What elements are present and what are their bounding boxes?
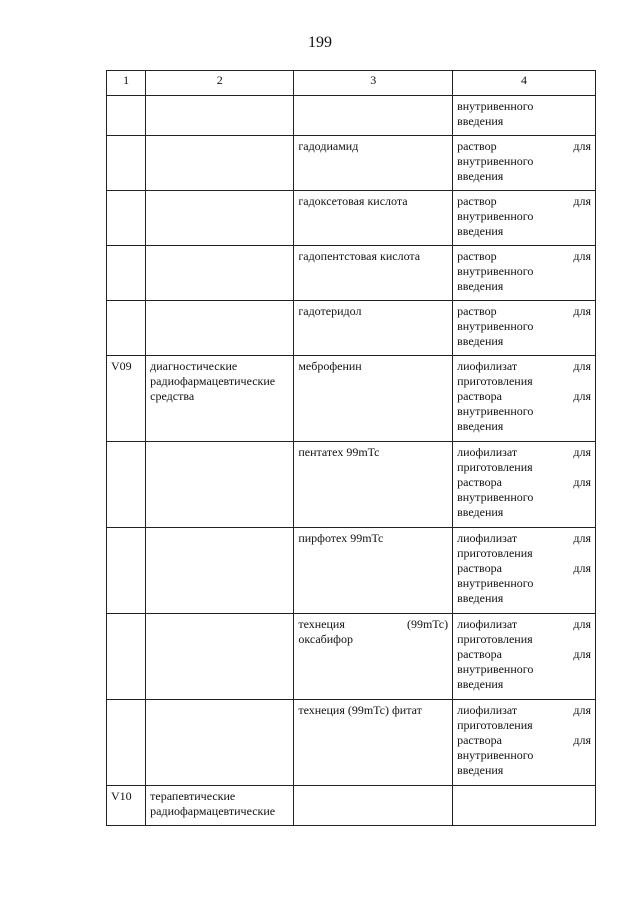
form-line: раствор для	[457, 139, 591, 153]
name-cell	[294, 356, 453, 442]
form-line: приготовления	[457, 546, 533, 560]
name-cell	[294, 700, 453, 786]
code-cell	[107, 246, 146, 301]
code-cell: V10	[107, 786, 146, 826]
name-cell	[294, 301, 453, 356]
code-cell	[107, 700, 146, 786]
name-line: гадодиамид	[298, 139, 359, 153]
form-line: внутривенного	[457, 748, 534, 762]
form-line: раствор для	[457, 194, 591, 208]
form-line: раствор для	[457, 304, 591, 318]
name-line: меброфенин	[298, 359, 362, 373]
header-cell-3: 3	[294, 71, 453, 96]
form-line: внутривенного	[457, 404, 534, 418]
drug-table	[106, 70, 596, 826]
table-row	[107, 301, 596, 356]
form-line: лиофилизат для	[457, 703, 591, 717]
form-line: введения	[457, 279, 504, 293]
table-header-row	[107, 71, 596, 96]
header-cell-4: 4	[453, 71, 596, 96]
group-line: диагностические	[150, 359, 238, 373]
name-line: оксабифор	[298, 632, 353, 646]
form-line: внутривенного	[457, 576, 534, 590]
form-cell	[453, 246, 596, 301]
form-line: внутривенного	[457, 490, 534, 504]
form-line: раствора для	[457, 733, 591, 747]
table-body	[107, 96, 596, 826]
form-line: внутривенного	[457, 662, 534, 676]
name-line: технеция (99mTc)	[298, 617, 449, 631]
table-row	[107, 442, 596, 528]
name-line: пирфотех 99mTc	[298, 531, 384, 545]
form-cell	[453, 528, 596, 614]
form-line: введения	[457, 419, 504, 433]
table-row	[107, 528, 596, 614]
code-cell	[107, 301, 146, 356]
form-cell	[453, 700, 596, 786]
group-cell	[146, 786, 294, 826]
form-line: раствора для	[457, 389, 591, 403]
code-cell	[107, 96, 146, 136]
form-line: введения	[457, 505, 504, 519]
page-number: 199	[308, 34, 332, 51]
form-cell	[453, 356, 596, 442]
group-cell	[146, 246, 294, 301]
group-cell	[146, 356, 294, 442]
header-cell-1: 1	[107, 71, 146, 96]
name-cell	[294, 528, 453, 614]
form-line: внутривенного	[457, 319, 534, 333]
name-line: гадоксетовая кислота	[298, 194, 408, 208]
name-cell	[294, 136, 453, 191]
form-line: введения	[457, 763, 504, 777]
group-cell	[146, 442, 294, 528]
group-line: радиофармацевтические	[150, 374, 276, 388]
form-line: внутривенного	[457, 264, 534, 278]
form-cell	[453, 442, 596, 528]
name-cell	[294, 191, 453, 246]
form-line: внутривенного	[457, 99, 534, 113]
form-line: внутривенного	[457, 154, 534, 168]
form-line: приготовления	[457, 460, 533, 474]
form-line: лиофилизат для	[457, 445, 591, 459]
form-line: приготовления	[457, 632, 533, 646]
header-cell-2: 2	[146, 71, 294, 96]
code-cell	[107, 442, 146, 528]
name-cell	[294, 246, 453, 301]
name-cell	[294, 96, 453, 136]
group-cell	[146, 96, 294, 136]
table-row	[107, 700, 596, 786]
table-row	[107, 191, 596, 246]
code-cell	[107, 136, 146, 191]
group-cell	[146, 528, 294, 614]
form-line: раствора для	[457, 475, 591, 489]
group-cell	[146, 301, 294, 356]
form-line: раствора для	[457, 647, 591, 661]
form-cell	[453, 96, 596, 136]
form-line: приготовления	[457, 374, 533, 388]
form-line: введения	[457, 677, 504, 691]
group-line: терапевтические	[150, 789, 236, 803]
form-cell	[453, 136, 596, 191]
table-row	[107, 246, 596, 301]
code-cell	[107, 191, 146, 246]
form-line: введения	[457, 114, 504, 128]
group-cell	[146, 136, 294, 191]
code-cell	[107, 614, 146, 700]
form-line: лиофилизат для	[457, 617, 591, 631]
form-line: введения	[457, 334, 504, 348]
table-row	[107, 356, 596, 442]
form-line: приготовления	[457, 718, 533, 732]
code-cell: V09	[107, 356, 146, 442]
form-cell	[453, 301, 596, 356]
form-cell	[453, 786, 596, 826]
form-line: введения	[457, 224, 504, 238]
table-row	[107, 786, 596, 826]
form-line: лиофилизат для	[457, 359, 591, 373]
name-cell	[294, 614, 453, 700]
form-line: раствора для	[457, 561, 591, 575]
form-line: лиофилизат для	[457, 531, 591, 545]
table-row	[107, 614, 596, 700]
table-row	[107, 136, 596, 191]
form-line: внутривенного	[457, 209, 534, 223]
name-cell	[294, 786, 453, 826]
form-cell	[453, 614, 596, 700]
name-line: технеция (99mTc) фитат	[298, 703, 422, 717]
group-cell	[146, 614, 294, 700]
form-line: введения	[457, 169, 504, 183]
form-cell	[453, 191, 596, 246]
form-line: раствор для	[457, 249, 591, 263]
group-line: радиофармацевтические	[150, 804, 276, 818]
group-cell	[146, 191, 294, 246]
form-line: введения	[457, 591, 504, 605]
name-cell	[294, 442, 453, 528]
code-cell	[107, 528, 146, 614]
name-line: гадопентстовая кислота	[298, 249, 421, 263]
name-line: гадотеридол	[298, 304, 362, 318]
group-cell	[146, 700, 294, 786]
group-line: средства	[150, 389, 195, 403]
table-row	[107, 96, 596, 136]
name-line: пентатех 99mTc	[298, 445, 380, 459]
